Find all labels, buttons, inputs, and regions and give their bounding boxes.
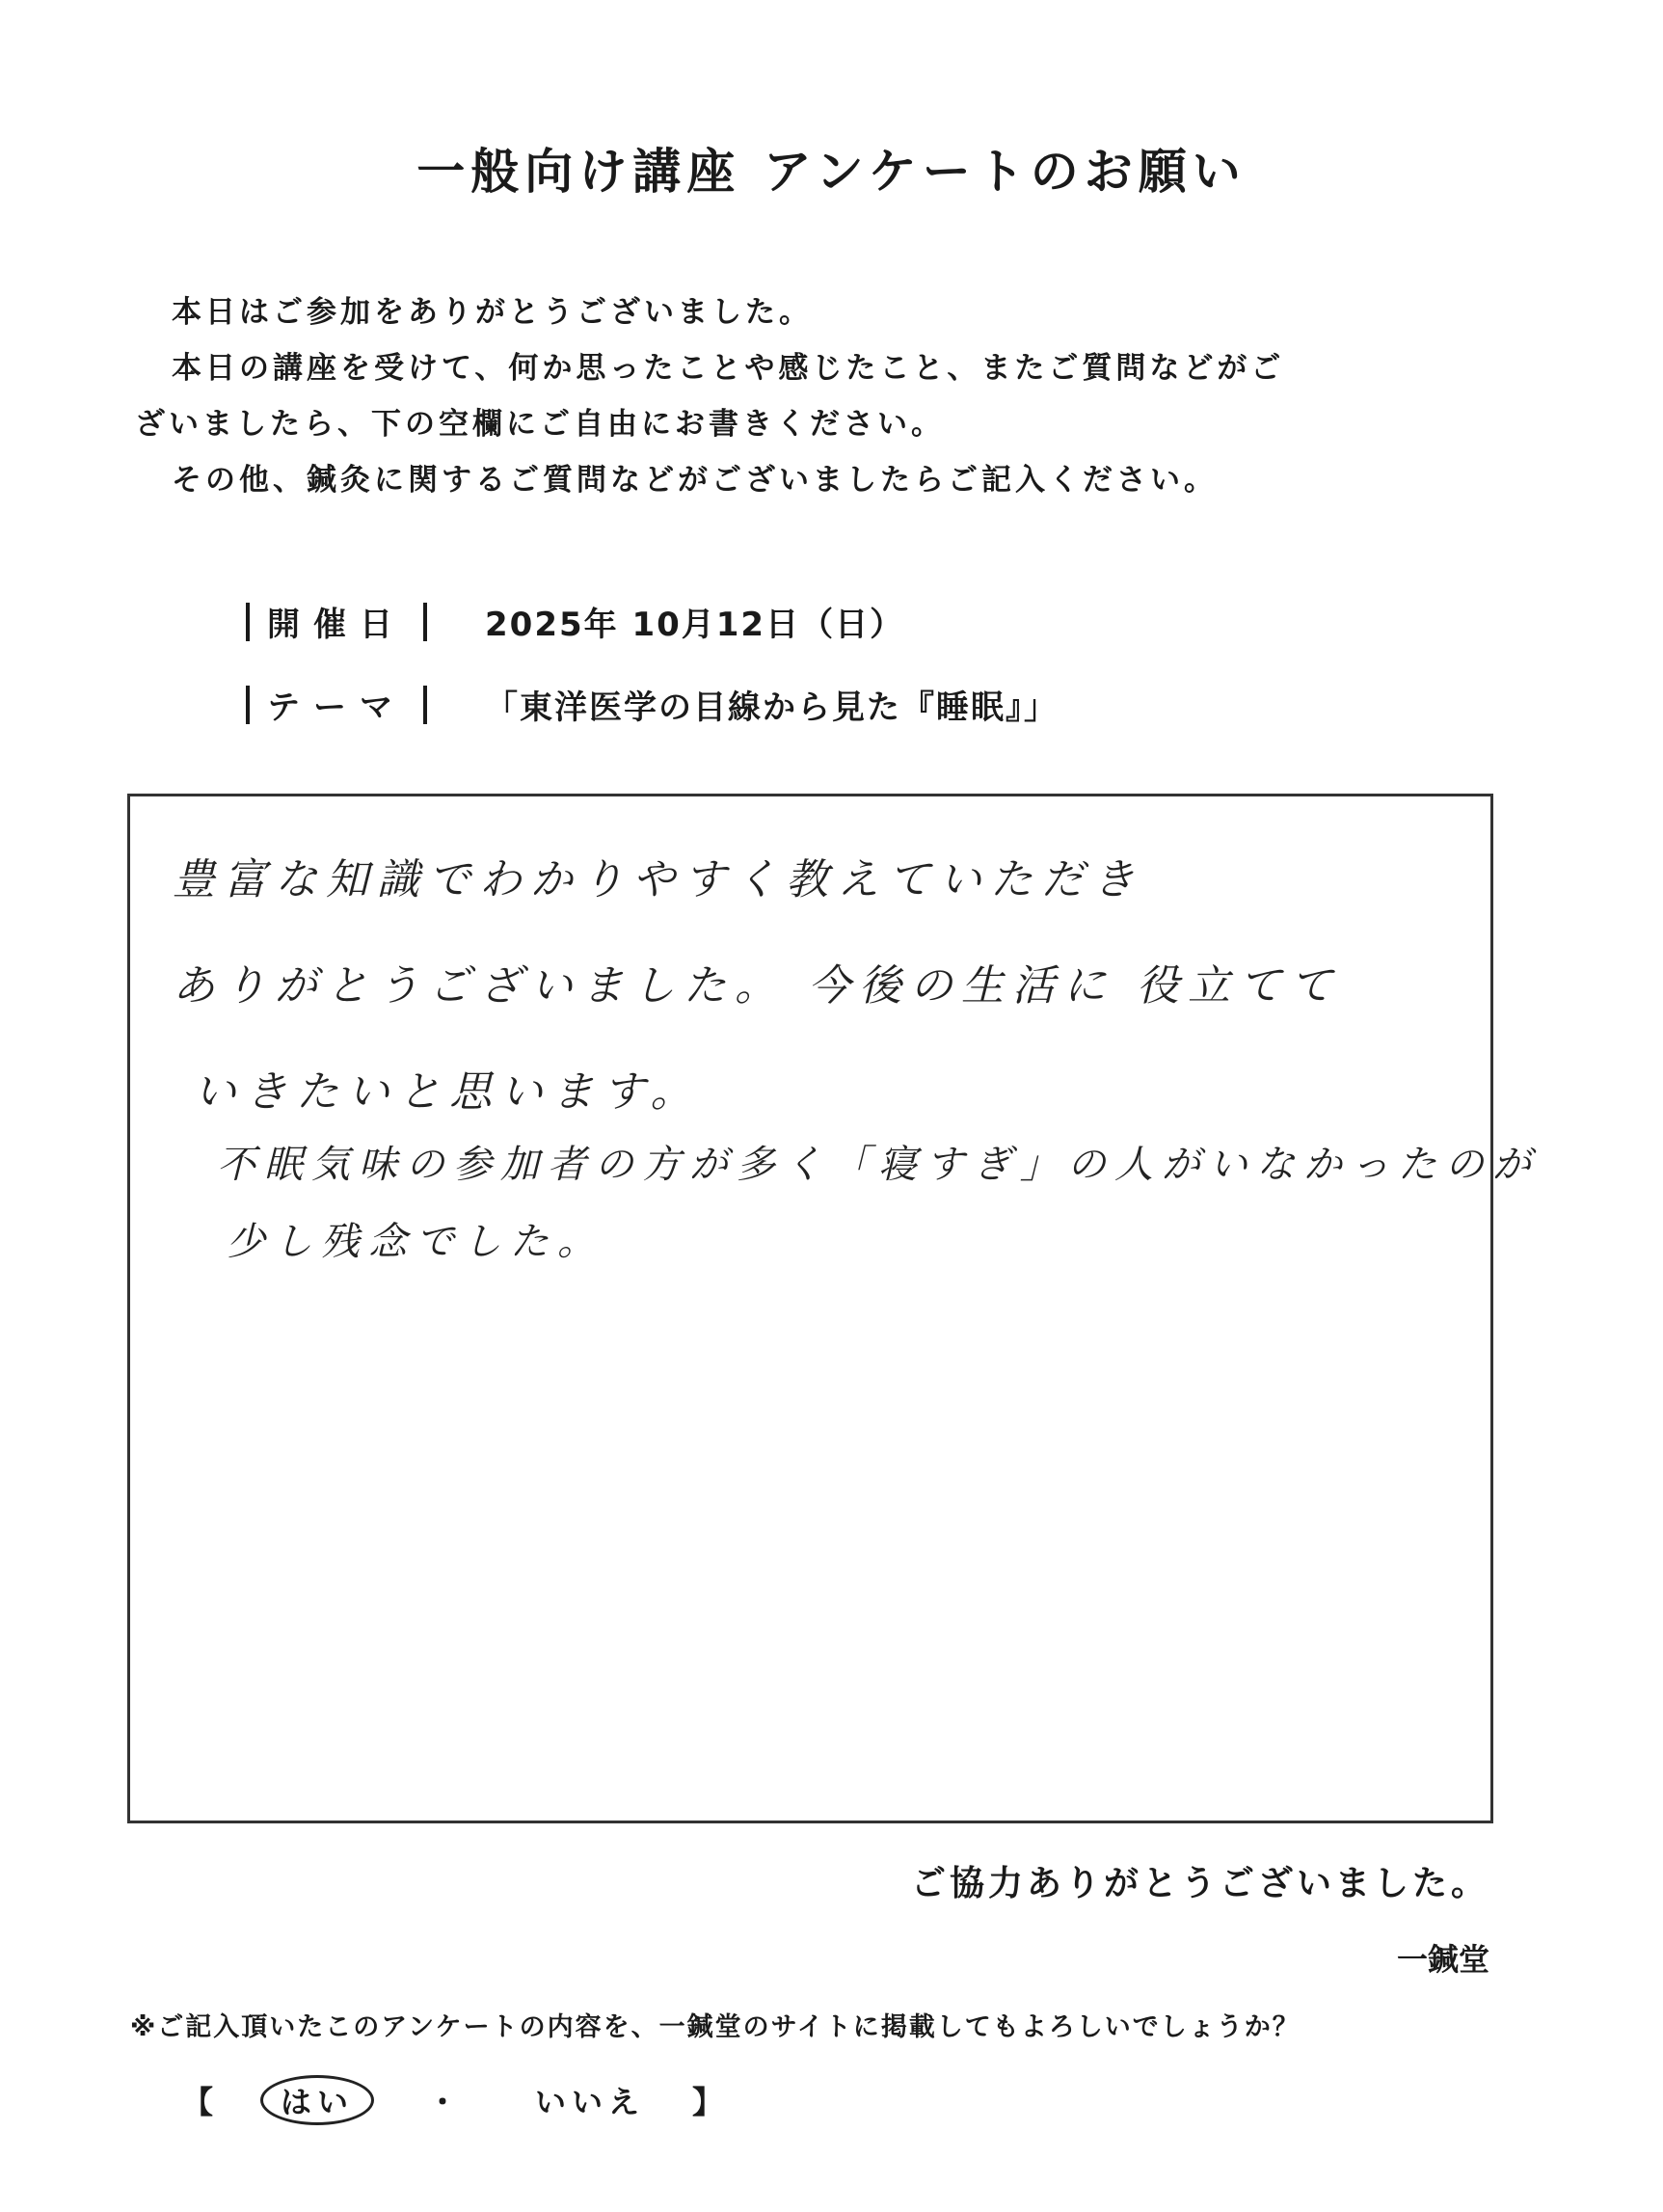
bracket-close: 】 (692, 2084, 724, 2120)
handwritten-line: いきたいと思います。 (194, 1067, 702, 1117)
option-separator: ・ (427, 2084, 459, 2120)
closing-thanks: ご協力ありがとうございました。 (910, 1864, 1489, 1903)
handwritten-line: 豊富な知識でわかりやすく教えていただき (173, 855, 1143, 904)
event-date-label: 開催日 (267, 606, 406, 644)
consent-options (178, 2075, 727, 2125)
event-date-value: 2025年 10月12日（日） (485, 606, 905, 644)
handwritten-line: ありがとうございました。 今後の生活に 役立てて (173, 961, 1341, 1011)
consent-question: ※ご記入頂いたこのアンケートの内容を、一鍼堂のサイトに掲載してもよろしいでしょうか？ (130, 2012, 1301, 2042)
bracket-open: 【 (181, 2084, 213, 2120)
event-theme-value: 「東洋医学の目線から見た『睡眠』」 (485, 688, 1059, 727)
intro-text (135, 284, 1504, 508)
event-theme-row (246, 681, 1059, 728)
intro-line-2: 本日の講座を受けて、何か思ったことや感じたこと、またご質問などがご (172, 351, 1285, 386)
label-bar-right (423, 686, 427, 724)
form-title: 一般向け講座 アンケートのお願い (416, 144, 1247, 200)
event-theme-label: テーマ (267, 688, 406, 727)
consent-yes-option[interactable]: はい (260, 2075, 374, 2125)
handwritten-line: 少し残念でした。 (227, 1220, 604, 1264)
organization-name: 一鍼堂 (1396, 1941, 1489, 1978)
answer-box[interactable] (127, 794, 1540, 1823)
intro-line-4: その他、鍼灸に関するご質問などがございましたらご記入ください。 (172, 463, 1218, 498)
consent-no-option[interactable]: いいえ (535, 2084, 646, 2120)
label-bar-right (423, 603, 427, 641)
intro-line-1: 本日はご参加をありがとうございました。 (172, 295, 813, 330)
intro-line-3: ざいましたら、下の空欄にご自由にお書きください。 (135, 407, 945, 442)
handwritten-line: 不眠気味の参加者の方が多く「寝すぎ」の人がいなかったのが (217, 1143, 1540, 1187)
event-date-row (246, 598, 904, 645)
